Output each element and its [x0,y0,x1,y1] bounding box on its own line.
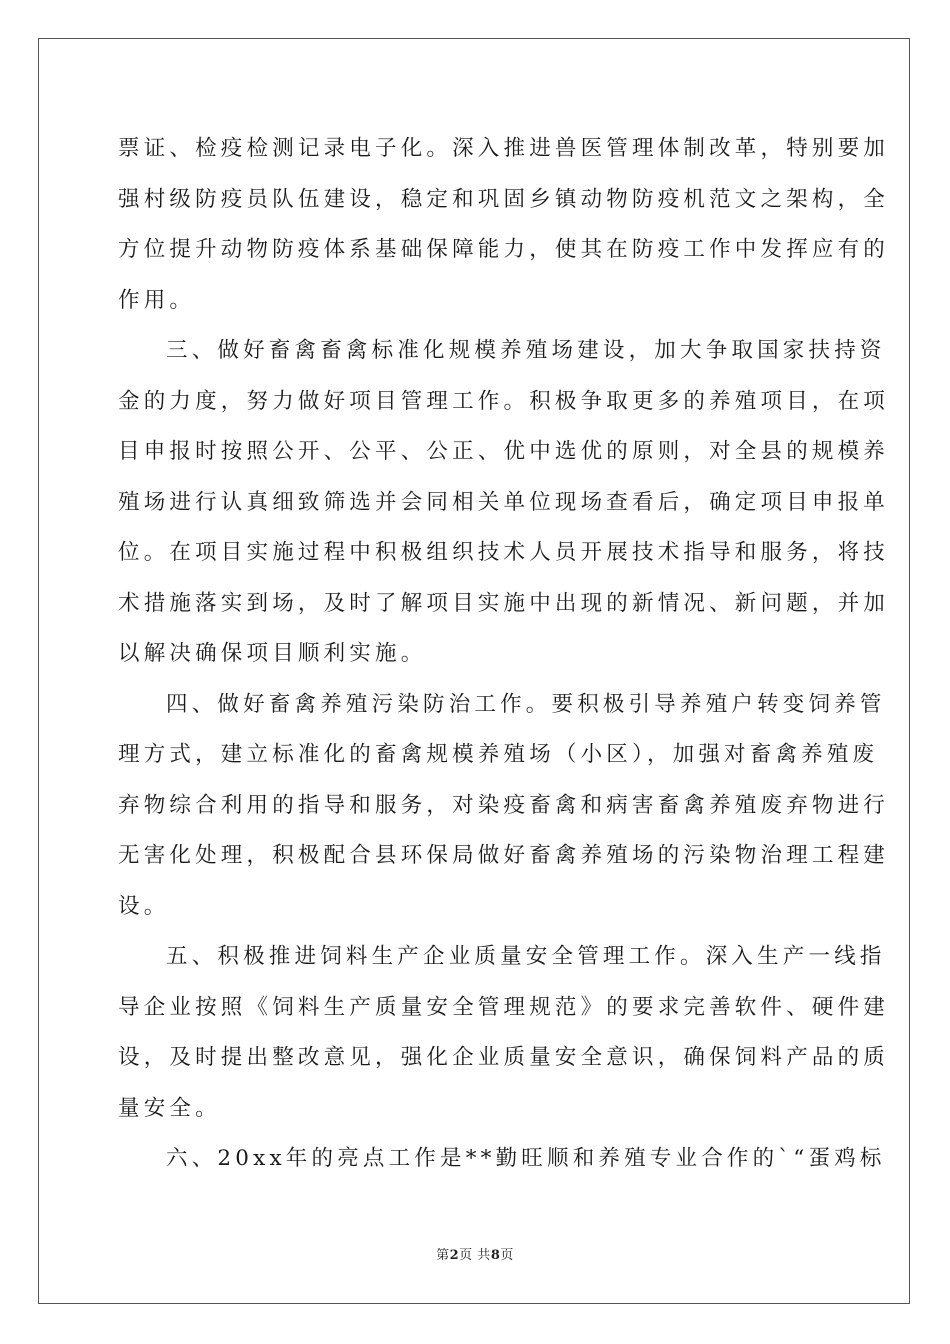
current-page-number: 2 [449,1248,460,1263]
text-line: 六、20xx年的亮点工作是**勤旺顺和养殖专业合作的`“蛋鸡标 [166,1146,886,1171]
total-page-count: 8 [490,1248,501,1263]
text-line: 四、做好畜禽养殖污染防治工作。要积极引导养殖户转变饲养管 [166,691,886,717]
text-line: 三、做好畜禽畜禽标准化规模养殖场建设，加大争取国家扶持资 [166,338,886,363]
text-line: 导企业按照《饲料生产质量安全管理规范》的要求完善软件、硬件建 [118,994,890,1020]
text-line: 设。 [118,893,170,919]
text-line: 无害化处理，积极配合县环保局做好畜禽养殖场的污染物治理工程建 [118,843,890,868]
text-line: 殖场进行认真细致筛选并会同相关单位现场查看后，确定项目申报单 [118,489,890,515]
text-line: 强村级防疫员队伍建设，稳定和巩固乡镇动物防疫机范文之架构，全 [118,186,890,212]
text-line: 理方式，建立标准化的畜禽规模养殖场（小区），加强对畜禽养殖废 [118,742,879,767]
document-body [118,124,890,1185]
text-line: 方位提升动物防疫体系基础保障能力，使其在防疫工作中发挥应有的 [118,237,890,262]
paragraph [118,680,890,933]
page-number-middle: 页 共 [459,1248,491,1263]
text-line: 金的力度，努力做好项目管理工作。积极争取更多的养殖项目，在项 [118,388,890,414]
paragraph [118,932,890,1134]
page-number-suffix: 页 [500,1248,514,1263]
page-footer [0,1244,950,1263]
text-line: 量安全。 [118,1095,221,1121]
paragraph [118,326,890,680]
text-line: 作用。 [118,287,196,313]
text-line: 设，及时提出整改意见，强化企业质量安全意识，确保饲料产品的质 [118,1045,890,1070]
text-line: 弃物综合利用的指导和服务，对染疫畜禽和病害畜禽养殖废弃物进行 [118,792,890,818]
page-number-prefix: 第 [436,1248,450,1263]
text-line: 位。在项目实施过程中积极组织技术人员开展技术指导和服务，将技 [118,540,890,565]
text-line: 票证、检疫检测记录电子化。深入推进兽医管理体制改革，特别要加 [118,136,890,161]
text-line: 以解决确保项目顺利实施。 [118,641,427,666]
text-line: 五、积极推进饲料生产企业质量安全管理工作。深入生产一线指 [166,944,886,969]
paragraph [118,1134,886,1185]
text-line: 目申报时按照公开、公平、公正、优中选优的原则，对全县的规模养 [118,439,890,464]
paragraph [118,124,890,326]
text-line: 术措施落实到场，及时了解项目实施中出现的新情况、新问题，并加 [118,590,890,616]
